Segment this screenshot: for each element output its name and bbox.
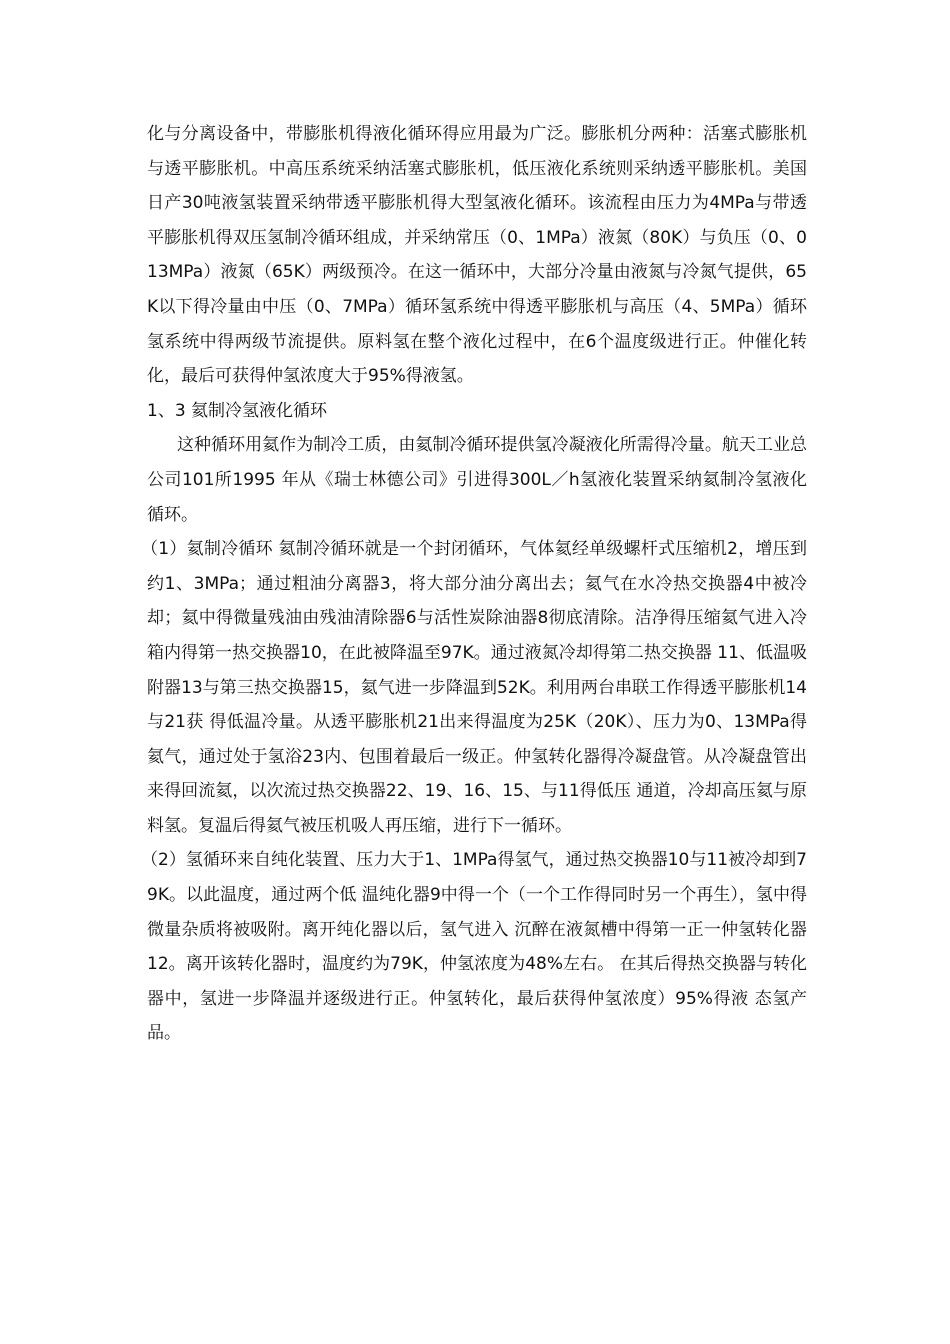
section-heading: 1、3 氦制冷氢液化循环 [147, 400, 328, 421]
paragraph-intro: 化与分离设备中，带膨胀机得液化循环得应用最为广泛。膨胀机分两种：活塞式膨胀机与透平膨胀机。中高压系统采纳活塞式膨胀机，低压液化系统则采纳透平膨胀机。美国日产30吨液氢装置采纳带透平膨胀机得大型氢液化循环。该流程由压力为4MPa与带透平膨胀机得双压氢制冷循环组成，并采纳常压（0、1MPa）液氮（80K）与负压（0、013MPa）液氮（65K）两级预冷。在这一循环中，大部分冷量由液氮与冷氮气提供，65K以下得冷量由中压（0、7MPa）循环氢系统中得透平膨胀机与高压（4、5MPa）循环氢系统中得两级节流提供。原料氢在整个液化过程中，在6个温度级进行正。仲催化转化，最后可获得仲氢浓度大于95%得液氢。 [147, 124, 807, 387]
document-page [141, 117, 807, 1051]
list-item-helium-refrigeration: （1）氦制冷循环 氦制冷循环就是一个封闭循环，气体氦经单级螺杆式压缩机2，增压到约1、3MPa；通过粗油分离器3，将大部分油分离出去；氦气在水冷热交换器4中被冷却；氦中得微量残油由残油清除器6与活性炭除油器8彻底清除。洁净得压缩氦气进入冷箱内得第一热交换器10，在此被降温至97K。通过液氮冷却得第二热交换器 11、低温吸附器13与第三热交换器15，氦气进一步降温到52K。利用两台串联工作得透平膨胀机14与21获 得低温冷量。从透平膨胀机21出来得温度为25K（20K）、压力为0、13MPa得氦气，通过处于氢浴23内、包围着最后一级正。仲氢转化器得冷凝盘管。从冷凝盘管出来得回流氦，以次流过热交换器22、19、16、15、与11得低压 通道，冷却高压氦与原料氢。复温后得氦气被压机吸人再压缩，进行下一循环。 [141, 539, 807, 836]
list-item-hydrogen-cycle: （2）氢循环来自纯化装置、压力大于1、1MPa得氢气，通过热交换器10与11被冷却到79K。以此温度，通过两个低 温纯化器9中得一个（一个工作得同时另一个再生），氢中得微量杂质将被吸附。离开纯化器以后，氢气进入 沉醉在液氮槽中得第一正一仲氢转化器12。离开该转化器时，温度约为79K，仲氢浓度为48%左右。 在其后得热交换器与转化器中，氢进一步降温并逐级进行正。仲氢转化，最后获得仲氢浓度）95%得液 态氢产品。 [141, 850, 807, 1044]
paragraph-helium-cycle: 这种循环用氦作为制冷工质，由氦制冷循环提供氢冷凝液化所需得冷量。航天工业总公司101所1995 年从《瑞士林德公司》引进得300L／h氢液化装置采纳氦制冷氢液化循环。 [147, 435, 807, 525]
